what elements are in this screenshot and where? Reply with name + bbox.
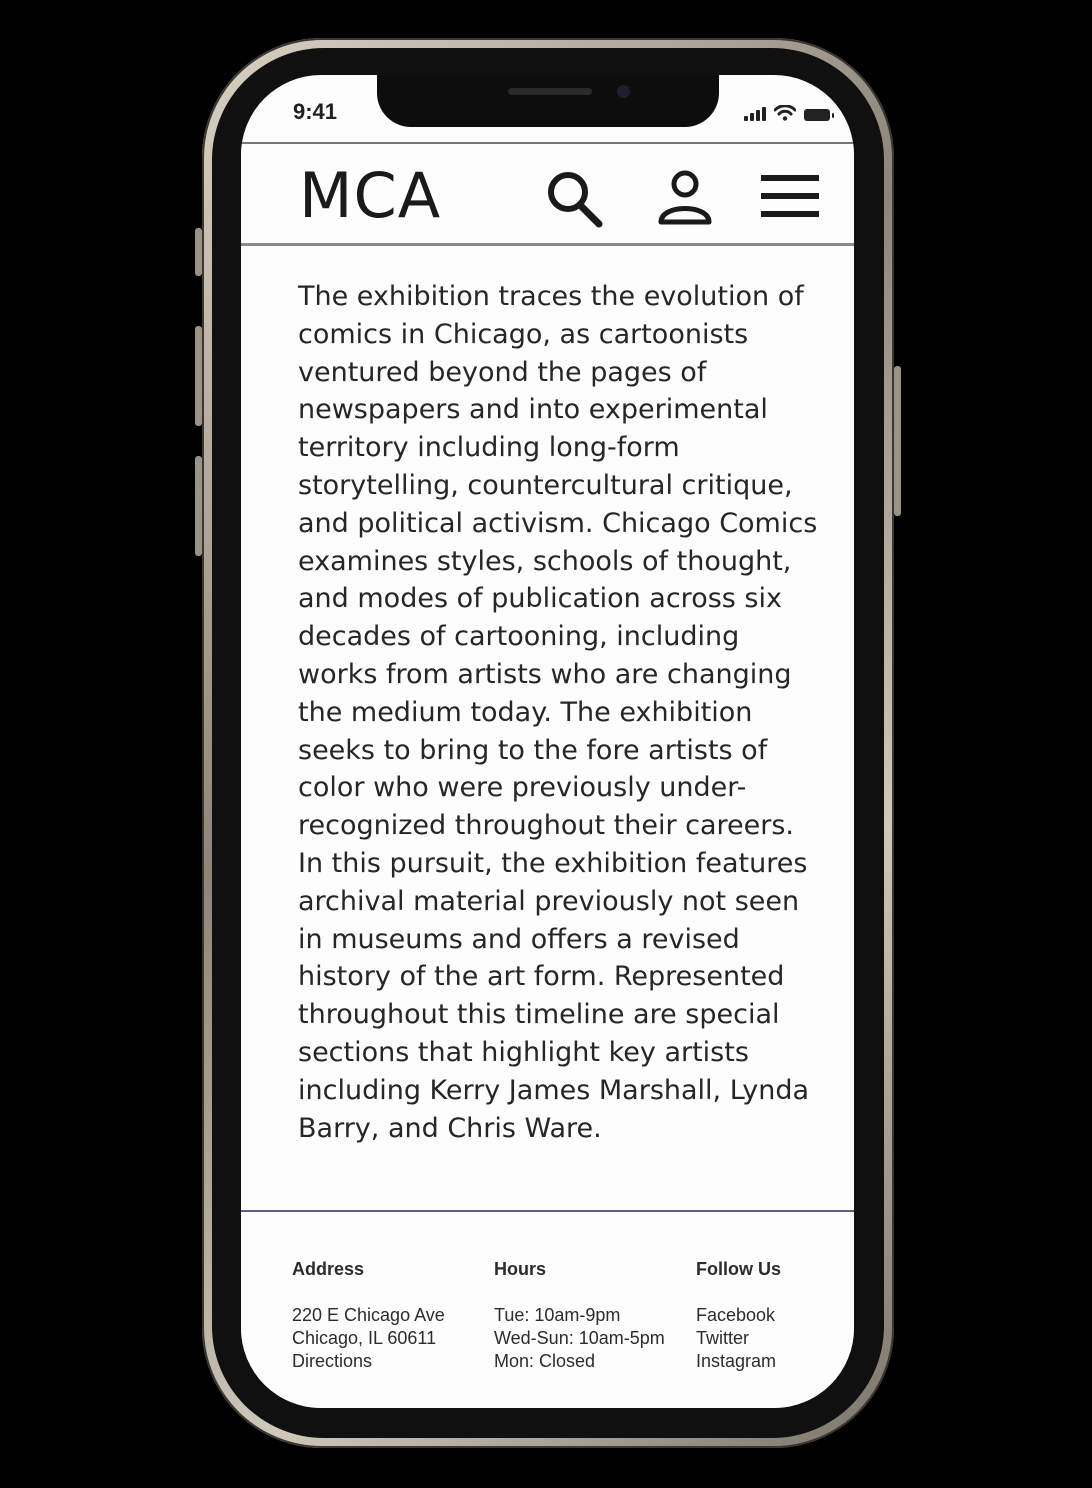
user-icon[interactable]	[653, 168, 717, 228]
footer-follow-heading: Follow Us	[696, 1259, 781, 1279]
hours-line-1: Tue: 10am-9pm	[494, 1305, 621, 1325]
footer-follow	[696, 1259, 781, 1373]
address-line-1: 220 E Chicago Ave	[292, 1305, 445, 1325]
site-footer	[241, 1210, 854, 1408]
footer-hours-heading: Hours	[494, 1259, 547, 1279]
signal-icon	[744, 107, 766, 121]
footer-address	[292, 1259, 445, 1373]
notch	[377, 75, 719, 127]
facebook-link[interactable]: Facebook	[696, 1305, 776, 1325]
status-icons	[744, 101, 830, 121]
side-button-power	[894, 366, 901, 516]
side-button-mute	[195, 228, 202, 276]
status-time: 9:41	[293, 99, 338, 124]
mca-logo[interactable]: MCA	[299, 159, 442, 232]
site-header	[241, 142, 854, 246]
side-button-volume-down	[195, 456, 202, 556]
exhibition-description: The exhibition traces the evolution of comics in Chicago, as cartoonists ventured beyond the pages of newspapers and into experimental territory including long-form storytelling, countercultural critique, and political activism. Chicago Comics examines styles, schools of thought, and modes of publication across six decades of cartooning, including works from artists who are changing the medium today. The exhibition seeks to bring to the fore artists of color who were previously under-recognized throughout their careers. In this pursuit, the exhibition features archival material previously not seen in museums and offers a revised history of the art form. Represented throughout this timeline are special sections that highlight key artists including Kerry James Marshall, Lynda Barry, and Chris Ware.	[298, 281, 818, 1144]
hours-line-3: Mon: Closed	[494, 1351, 596, 1371]
directions-link[interactable]: Directions	[292, 1351, 373, 1371]
earpiece-speaker	[508, 88, 592, 95]
footer-hours	[494, 1259, 665, 1373]
front-camera	[617, 85, 630, 98]
footer-address-heading: Address	[292, 1259, 365, 1279]
instagram-link[interactable]: Instagram	[696, 1351, 777, 1371]
address-line-2: Chicago, IL 60611	[292, 1328, 437, 1348]
battery-icon	[804, 109, 830, 121]
side-button-volume-up	[195, 326, 202, 426]
wifi-icon	[774, 105, 796, 121]
phone-screen	[241, 75, 854, 1408]
twitter-link[interactable]: Twitter	[696, 1328, 750, 1348]
menu-icon[interactable]	[757, 168, 821, 228]
search-icon[interactable]	[541, 168, 605, 228]
hours-line-2: Wed-Sun: 10am-5pm	[494, 1328, 665, 1348]
